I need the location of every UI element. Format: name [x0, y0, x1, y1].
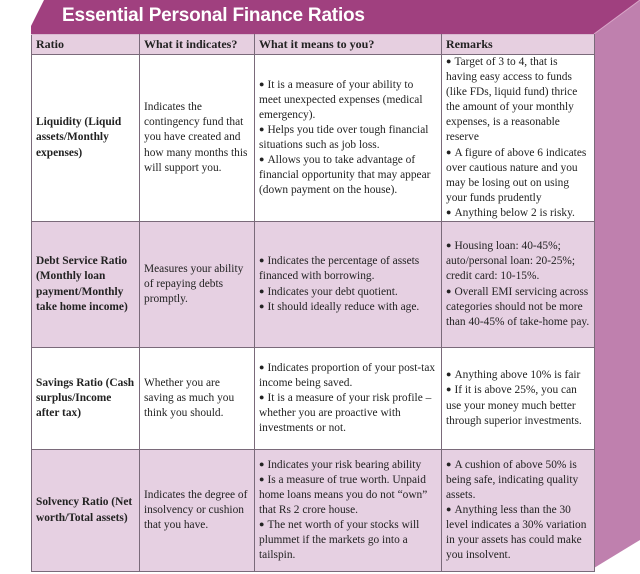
page-title: Essential Personal Finance Ratios: [62, 5, 365, 26]
ratios-table: [31, 34, 595, 572]
bullet-icon: ●: [446, 206, 452, 217]
bullet-icon: ●: [446, 240, 452, 251]
means-bullet: ● The net worth of your stocks will plummet if the markets go into a tailspin.: [259, 519, 420, 562]
means-bullet: ● Helps you tide over tough financial situations such as job loss.: [259, 123, 429, 152]
means-bullet: ● It is a measure of your risk profile – whether you are proactive with investments or not.: [259, 391, 432, 435]
bullet-icon: ●: [446, 503, 452, 514]
bullet-icon: ●: [259, 300, 265, 311]
table-row-solvency: [32, 450, 595, 572]
ratio-remarks: [442, 222, 595, 348]
ratio-remarks: [442, 55, 595, 222]
bullet-icon: ●: [446, 285, 452, 296]
bullet-icon: ●: [446, 146, 452, 157]
means-bullet: ● Indicates the percentage of assets financed with borrowing.: [259, 255, 420, 283]
bullet-icon: ●: [446, 56, 452, 66]
bullet-icon: ●: [259, 255, 265, 266]
remarks-bullet: ● Anything above 10% is fair: [446, 369, 581, 382]
bullet-icon: ●: [259, 285, 265, 296]
means-bullet: ● Indicates proportion of your post-tax income being saved.: [259, 361, 436, 389]
ratio-indicates: Indicates the contingency fund that you have created and how many months this will support you.: [140, 55, 255, 222]
ratio-indicates: Whether you are saving as much you think you should.: [140, 348, 255, 450]
ratio-indicates: Measures your ability of repaying debts promptly.: [140, 222, 255, 348]
ratio-remarks: [442, 450, 595, 572]
bullet-icon: ●: [446, 384, 452, 395]
ratio-name: Savings Ratio (Cash surplus/Income after tax): [32, 348, 140, 450]
remarks-bullet: ● Housing loan: 40-45%; auto/personal loan: 20-25%; credit card: 10-15%.: [446, 240, 576, 283]
bullet-icon: ●: [259, 391, 265, 402]
remarks-bullet: ● Target of 3 to 4, that is having easy access to funds (like FDs, liquid fund) thrice the amount of your monthly expenses, is a reasonable reserve: [446, 56, 578, 144]
ratio-indicates: Indicates the degree of insolvency or cushion that you have.: [140, 450, 255, 572]
remarks-bullet: ● Anything below 2 is risky.: [446, 206, 575, 219]
bullet-icon: ●: [446, 458, 452, 469]
bullet-icon: ●: [259, 458, 265, 469]
means-bullet: ● Indicates your debt quotient.: [259, 285, 398, 298]
bullet-icon: ●: [259, 473, 265, 484]
remarks-bullet: ● A cushion of above 50% is being safe, indicating quality assets.: [446, 458, 579, 501]
means-bullet: ● It is a measure of your ability to meet unexpected expenses (medical emergency).: [259, 78, 423, 121]
remarks-bullet: ● A figure of above 6 indicates over cautious nature and you may be losing out on using your funds prudently: [446, 146, 587, 204]
column-header-indicates: What it indicates?: [140, 35, 255, 55]
bullet-icon: ●: [259, 123, 265, 134]
means-bullet: ● It should ideally reduce with age.: [259, 300, 420, 313]
column-header-remarks: Remarks: [442, 35, 595, 55]
ratio-remarks: [442, 348, 595, 450]
ratio-means: [255, 222, 442, 348]
table-header-row: [32, 35, 595, 55]
bullet-icon: ●: [259, 361, 265, 372]
table-row-liquidity: [32, 55, 595, 222]
remarks-bullet: ● Overall EMI servicing across categories should not be more than 40-45% of take-home pay.: [446, 285, 590, 328]
bullet-icon: ●: [259, 78, 265, 89]
ratio-means: [255, 450, 442, 572]
ratio-name: Debt Service Ratio (Monthly loan payment/Monthly take home income): [32, 222, 140, 348]
ratio-means: [255, 55, 442, 222]
bullet-icon: ●: [259, 154, 265, 165]
means-bullet: ● Indicates your risk bearing ability: [259, 458, 422, 471]
column-header-ratio: Ratio: [32, 35, 140, 55]
remarks-bullet: ● If it is above 25%, you can use your money much better through superior investments.: [446, 384, 582, 427]
column-header-means: What it means to you?: [255, 35, 442, 55]
bullet-icon: ●: [446, 369, 452, 380]
means-bullet: ● Allows you to take advantage of financial opportunity that may appear (down payment on the house).: [259, 154, 431, 197]
ratio-means: [255, 348, 442, 450]
ratio-name: Liquidity (Liquid assets/Monthly expenses): [32, 55, 140, 222]
means-bullet: ● Is a measure of true worth. Unpaid home loans means you do not “own” that Rs 2 crore house.: [259, 473, 428, 516]
remarks-bullet: ● Anything less than the 30 level indicates a 30% variation in your assets has could make you insolvent.: [446, 503, 587, 562]
ratio-name: Solvency Ratio (Net worth/Total assets): [32, 450, 140, 572]
table-row-debt-service: [32, 222, 595, 348]
bullet-icon: ●: [259, 519, 265, 530]
table-row-savings: [32, 348, 595, 450]
